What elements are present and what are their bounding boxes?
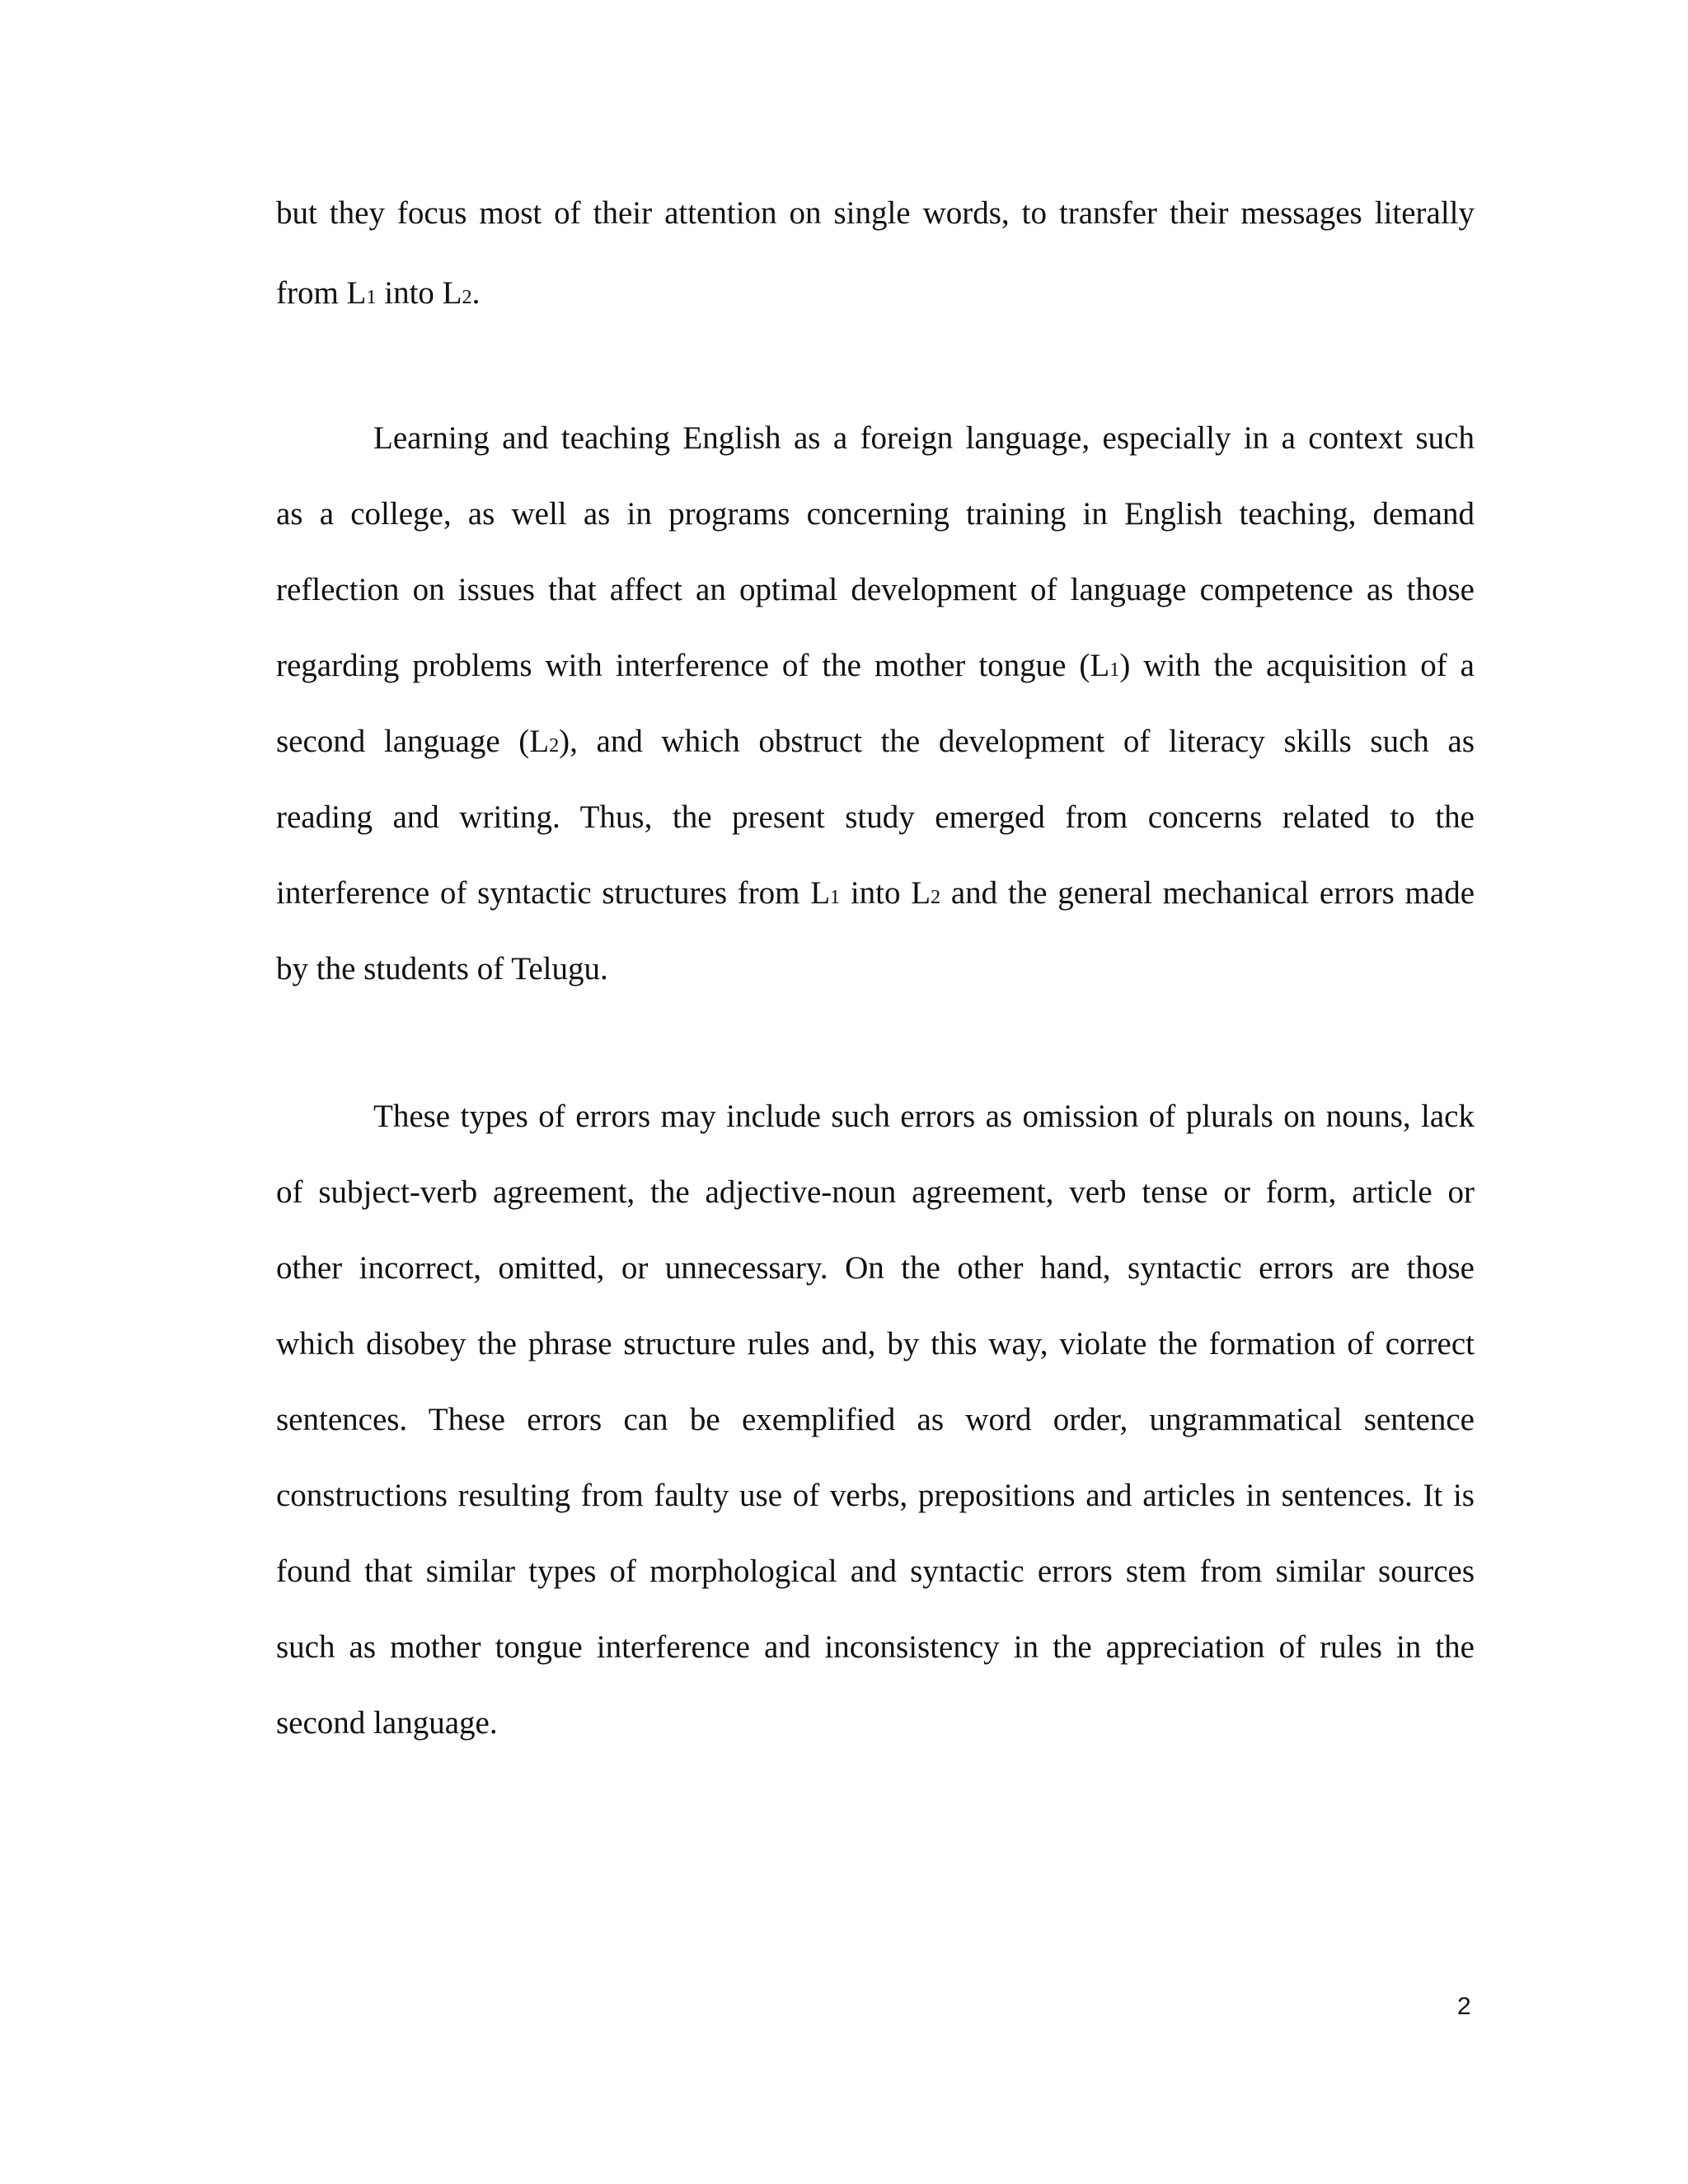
text-segment: but they focus most of their attention on single words, to transfer their messages literally xyxy=(276,195,1475,231)
text-segment: and the general mechanical errors made xyxy=(940,875,1475,911)
text-segment: constructions resulting from faulty use of verbs, prepositions and articles in sentences. It is xyxy=(276,1478,1475,1513)
text-segment: These types of errors may include such errors as omission of plurals on nouns, lack xyxy=(373,1099,1475,1134)
text-line xyxy=(276,704,1475,780)
subscript: 2 xyxy=(931,886,941,908)
paragraph-1 xyxy=(276,176,1475,331)
text-line xyxy=(276,1610,1475,1685)
text-segment: ), and which obstruct the development of literacy skills such as xyxy=(559,724,1475,759)
text-line xyxy=(276,176,1475,251)
text-line xyxy=(276,1534,1475,1610)
text-segment: as a college, as well as in programs concerning training in English teaching, demand xyxy=(276,496,1475,532)
text-segment: second language (L xyxy=(276,724,550,759)
text-line xyxy=(276,780,1475,855)
text-segment: into L xyxy=(376,275,462,311)
text-line xyxy=(276,401,1475,476)
subscript: 1 xyxy=(1109,658,1120,681)
subscript: 1 xyxy=(830,886,841,908)
text-line xyxy=(276,1458,1475,1534)
paragraph-2 xyxy=(276,401,1475,1007)
page-number: 2 xyxy=(1457,1993,1471,2020)
text-segment: other incorrect, omitted, or unnecessary. On the other hand, syntactic errors are those xyxy=(276,1250,1475,1286)
text-line xyxy=(276,1685,1475,1761)
text-line xyxy=(276,1382,1475,1458)
text-line xyxy=(276,476,1475,552)
text-segment: . xyxy=(471,275,481,311)
subscript: 2 xyxy=(462,286,472,308)
text-line xyxy=(276,552,1475,628)
text-segment: which disobey the phrase structure rules and, by this way, violate the formation of correct xyxy=(276,1326,1475,1361)
text-segment: Learning and teaching English as a foreign language, especially in a context such xyxy=(373,420,1475,456)
paragraph-3 xyxy=(276,1079,1475,1761)
subscript: 2 xyxy=(549,734,560,757)
text-segment: reading and writing. Thus, the present study emerged from concerns related to the xyxy=(276,799,1475,835)
text-segment: interference of syntactic structures from L xyxy=(276,875,831,911)
text-line xyxy=(276,1230,1475,1306)
text-line xyxy=(276,855,1475,931)
text-segment: second language. xyxy=(276,1705,498,1741)
text-segment: reflection on issues that affect an optimal development of language competence as those xyxy=(276,572,1475,607)
text-segment: found that similar types of morphological and syntactic errors stem from similar sources xyxy=(276,1554,1475,1589)
text-segment: into L xyxy=(840,875,931,911)
text-line xyxy=(276,628,1475,704)
text-line xyxy=(276,255,1475,331)
text-segment: by the students of Telugu. xyxy=(276,951,608,987)
text-segment: from L xyxy=(276,275,367,311)
text-line xyxy=(276,1079,1475,1155)
text-segment: such as mother tongue interference and inconsistency in the appreciation of rules in the xyxy=(276,1629,1475,1665)
text-line xyxy=(276,1155,1475,1230)
subscript: 1 xyxy=(366,286,377,308)
text-segment: sentences. These errors can be exemplified as word order, ungrammatical sentence xyxy=(276,1402,1475,1437)
text-segment: ) with the acquisition of a xyxy=(1119,648,1475,683)
text-line xyxy=(276,931,1475,1007)
text-line xyxy=(276,1306,1475,1382)
text-segment: regarding problems with interference of the mother tongue (L xyxy=(276,648,1110,683)
text-segment: of subject-verb agreement, the adjective-noun agreement, verb tense or form, article or xyxy=(276,1174,1475,1210)
